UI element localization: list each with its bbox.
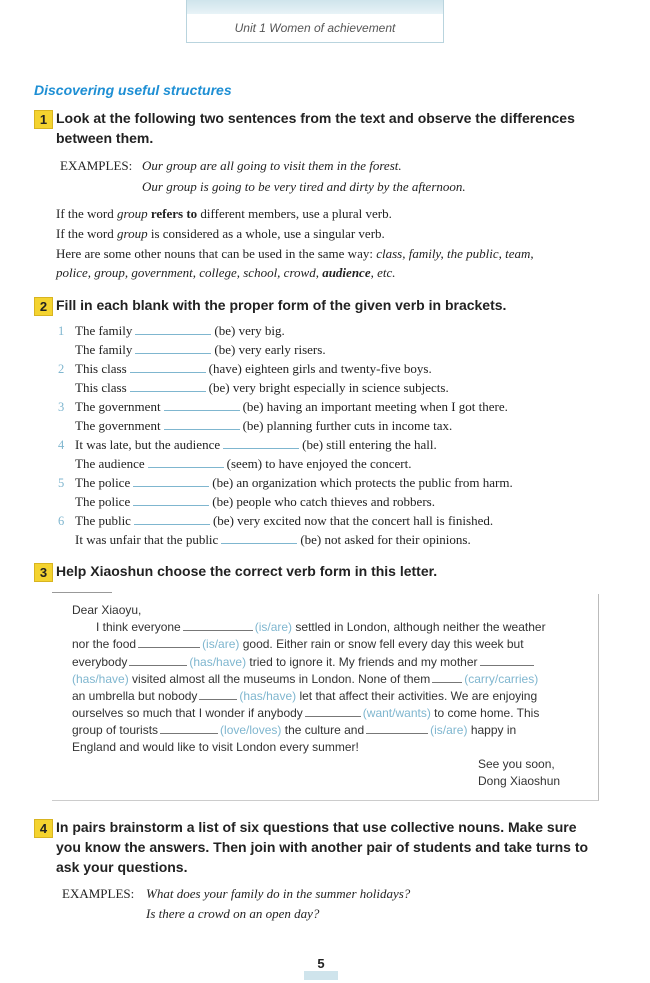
q4-example-1: What does your family do in the summer holidays?: [146, 886, 411, 901]
page-number-box: [304, 950, 338, 980]
question-4-text-line2: you know the answers. Then join with another pair of students and take turns to: [56, 839, 589, 855]
answer-blank[interactable]: [135, 343, 211, 354]
q4-example-2: Is there a crowd on an open day?: [146, 906, 320, 921]
letter-closing: See you soon,: [478, 757, 555, 771]
q1-rule-3: Here are some other nouns that can be used in the same way: class, family, the public, team,: [56, 246, 534, 261]
q1-examples-label: EXAMPLES:: [60, 158, 133, 173]
answer-blank[interactable]: [148, 457, 224, 468]
q2-item-number: 4: [58, 438, 65, 452]
page-number: 5: [317, 956, 325, 971]
q2-item-6a: The public (be) very excited now that the concert hall is finished.: [75, 513, 494, 528]
q2-item-number: 2: [58, 362, 65, 376]
q2-item-1a: The family (be) very big.: [75, 323, 285, 338]
answer-blank[interactable]: [221, 533, 297, 544]
answer-blank[interactable]: [164, 419, 240, 430]
question-4-text-line3: ask your questions.: [56, 859, 188, 875]
q2-item-4b: The audience (seem) to have enjoyed the concert.: [75, 456, 412, 471]
question-4-text-line1: In pairs brainstorm a list of six questions that use collective nouns. Make sure: [56, 819, 577, 835]
answer-blank[interactable]: [134, 514, 210, 525]
letter-line-8: England and would like to visit London every summer!: [72, 740, 359, 754]
question-3-text: Help Xiaoshun choose the correct verb form in this letter.: [56, 563, 438, 579]
q2-item-5b: The police (be) people who catch thieves and robbers.: [75, 494, 435, 509]
answer-blank[interactable]: [223, 438, 299, 449]
letter-top-rule: [52, 592, 112, 593]
answer-blank[interactable]: [130, 362, 206, 373]
question-1-text-line2: between them.: [56, 130, 154, 146]
letter-line-4: (has/have) visited almost all the museums in London. None of them (carry/carries): [72, 672, 539, 686]
answer-blank[interactable]: [164, 400, 240, 411]
q2-item-4a: It was late, but the audience (be) still entering the hall.: [75, 437, 437, 452]
answer-blank[interactable]: [130, 381, 206, 392]
running-header: [186, 0, 444, 43]
letter-line-2: nor the food (is/are) good. Either rain or snow fell every day this week but: [72, 637, 524, 651]
question-2-number: 2: [34, 297, 53, 316]
q2-item-5a: The police (be) an organization which protects the public from harm.: [75, 475, 513, 490]
q1-rule-2: If the word group is considered as a whole, use a singular verb.: [56, 226, 385, 241]
question-1-number: 1: [34, 110, 53, 129]
answer-blank[interactable]: [135, 324, 211, 335]
section-heading: Discovering useful structures: [34, 82, 232, 98]
letter-line-7: group of tourists (love/loves) the culture and (is/are) happy in: [72, 723, 517, 737]
answer-blank[interactable]: [133, 476, 209, 487]
q2-item-number: 3: [58, 400, 65, 414]
q1-rule-4: police, group, government, college, school, crowd, audience, etc.: [56, 265, 396, 280]
header-title: Unit 1 Women of achievement: [234, 21, 396, 35]
q2-item-3a: The government (be) having an important meeting when I got there.: [75, 399, 508, 414]
letter-blank[interactable]: [199, 690, 237, 700]
q2-item-2b: This class (be) very bright especially in science subjects.: [75, 380, 449, 395]
q1-example-1: Our group are all going to visit them in the forest.: [142, 158, 402, 173]
q2-item-6b: It was unfair that the public (be) not asked for their opinions.: [75, 532, 471, 547]
q2-item-number: 1: [58, 324, 65, 338]
q4-examples-label: EXAMPLES:: [62, 886, 135, 901]
q2-item-2a: This class (have) eighteen girls and twenty-five boys.: [75, 361, 432, 376]
letter-blank[interactable]: [138, 638, 200, 648]
question-3-number: 3: [34, 563, 53, 582]
letter-blank[interactable]: [366, 724, 428, 734]
letter-blank[interactable]: [305, 707, 361, 717]
letter-greeting: Dear Xiaoyu,: [72, 603, 142, 617]
q2-item-number: 6: [58, 514, 65, 528]
header-band: [187, 0, 443, 14]
letter-blank[interactable]: [480, 656, 534, 666]
letter-blank[interactable]: [183, 621, 253, 631]
letter-line-1: I think everyone (is/are) settled in London, although neither the weather: [96, 620, 546, 634]
letter-blank[interactable]: [160, 724, 218, 734]
question-4-number: 4: [34, 819, 53, 838]
q2-item-3b: The government (be) planning further cuts in income tax.: [75, 418, 453, 433]
letter-blank[interactable]: [432, 673, 462, 683]
letter-signature: Dong Xiaoshun: [478, 774, 561, 788]
answer-blank[interactable]: [133, 495, 209, 506]
letter-line-3: everybody (has/have) tried to ignore it. My friends and my mother: [72, 655, 536, 669]
letter-line-5: an umbrella but nobody (has/have) let that affect their activities. We are enjoying: [72, 689, 538, 703]
question-2-text: Fill in each blank with the proper form of the given verb in brackets.: [56, 297, 507, 313]
q1-example-2: Our group is going to be very tired and dirty by the afternoon.: [142, 179, 466, 194]
q1-rule-1: If the word group refers to different members, use a plural verb.: [56, 206, 392, 221]
letter-blank[interactable]: [129, 656, 187, 666]
question-1-text-line1: Look at the following two sentences from the text and observe the differences: [56, 110, 575, 126]
q2-item-1b: The family (be) very early risers.: [75, 342, 326, 357]
letter-line-6: ourselves so much that I wonder if anybody (want/wants) to come home. This: [72, 706, 540, 720]
q2-item-number: 5: [58, 476, 65, 490]
